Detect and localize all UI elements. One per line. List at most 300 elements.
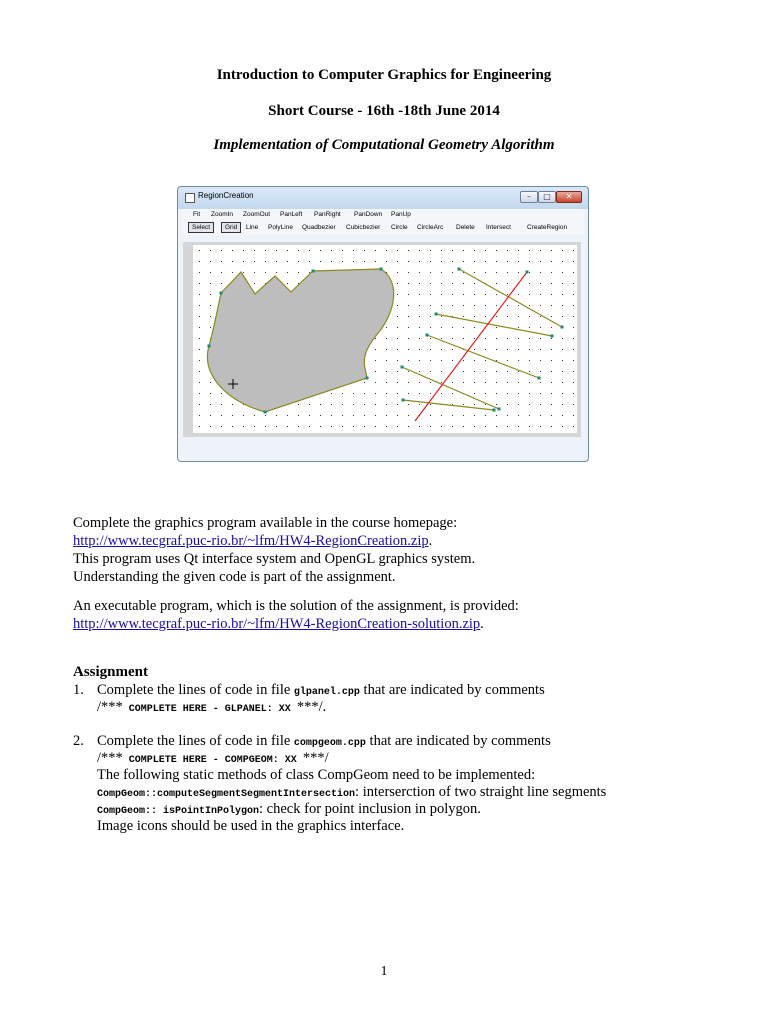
grid-dot [419,316,420,317]
grid-dot [518,272,519,273]
grid-dot [364,415,365,416]
grid-dot [507,360,508,361]
grid-dot [485,426,486,427]
grid-dot [573,294,574,295]
grid-dot [397,283,398,284]
page-number: 1 [380,964,388,979]
grid-dot [221,250,222,251]
menu-pandown[interactable]: PanDown [354,211,383,218]
close-button[interactable]: ✕ [556,191,582,203]
grid-dot [287,426,288,427]
grid-dot [375,415,376,416]
grid-dot [320,250,321,251]
tool-quadbezier[interactable]: Quadbezier [302,224,336,231]
grid-dot [529,261,530,262]
grid-dot [430,360,431,361]
vertex-marker [402,399,405,402]
grid-dot [408,404,409,405]
menu-zoomout[interactable]: ZoomOut [243,211,271,218]
grid-dot [540,415,541,416]
grid-dot [199,360,200,361]
grid-dot [540,305,541,306]
grid-dot [529,415,530,416]
grid-dot [397,415,398,416]
grid-dot [540,327,541,328]
grid-dot [254,415,255,416]
grid-dot [419,272,420,273]
tool-polyline[interactable]: PolyLine [268,224,293,231]
grid-dot [397,338,398,339]
grid-dot [562,349,563,350]
grid-dot [386,415,387,416]
menu-panup[interactable]: PanUp [391,211,411,218]
grid-dot [254,426,255,427]
grid-dot [441,283,442,284]
grid-dot [573,283,574,284]
assignment-heading: Assignment [73,664,149,680]
grid-dot [199,316,200,317]
grid-dot [199,382,200,383]
grid-dot [452,305,453,306]
grid-dot [474,316,475,317]
grid-dot [276,261,277,262]
grid-dot [496,327,497,328]
grid-dot [221,261,222,262]
grid-dot [386,371,387,372]
grid-dot [232,250,233,251]
grid-dot [386,382,387,383]
grid-dot [331,426,332,427]
grid-dot [507,338,508,339]
grid-dot [474,338,475,339]
grid-dot [430,338,431,339]
grid-dot [452,327,453,328]
grid-dot [452,250,453,251]
grid-dot [551,404,552,405]
grid-dot [408,338,409,339]
menu-panleft[interactable]: PanLeft [280,211,303,218]
menu-fit[interactable]: Fit [193,211,201,218]
grid-dot [320,261,321,262]
grid-dot [375,404,376,405]
grid-dot [474,415,475,416]
grid-dot [375,338,376,339]
grid-dot [320,404,321,405]
grid-dot [529,283,530,284]
grid-dot [496,393,497,394]
grid-dot [342,426,343,427]
intro-line-2: This program uses Qt interface system and OpenGL graphics system. [73,551,476,567]
grid-dot [375,360,376,361]
vertex-marker [561,326,564,329]
grid-dot [430,371,431,372]
grid-dot [496,360,497,361]
grid-dot [518,316,519,317]
grid-dot [298,426,299,427]
grid-dot [408,272,409,273]
vertex-marker [220,292,223,295]
grid-dot [551,360,552,361]
grid-dot [573,360,574,361]
grid-dot [397,272,398,273]
grid-dot [518,404,519,405]
vertex-marker [208,345,211,348]
grid-dot [551,305,552,306]
grid-dot [408,305,409,306]
grid-dot [507,272,508,273]
grid-dot [199,404,200,405]
maximize-button[interactable]: □ [538,191,556,203]
grid-dot [540,283,541,284]
grid-dot [551,283,552,284]
grid-dot [408,294,409,295]
grid-dot [573,404,574,405]
grid-dot [573,382,574,383]
grid-dot [452,360,453,361]
grid-dot [430,272,431,273]
grid-dot [408,415,409,416]
assignment-item-1: 1. Complete the lines of code in file glpanel.cpp that are indicated by comments /*** COMPLETE HERE - GLPANEL: XX ***/. [73,682,545,715]
grid-dot [221,415,222,416]
grid-dot [342,261,343,262]
grid-dot [573,272,574,273]
grid-dot [507,426,508,427]
grid-dot [452,415,453,416]
grid-dot [474,426,475,427]
grid-dot [529,382,530,383]
grid-dot [551,426,552,427]
grid-dot [474,371,475,372]
grid-dot [254,261,255,262]
grid-dot [551,294,552,295]
grid-dot [529,272,530,273]
grid-dot [254,283,255,284]
grid-dot [496,382,497,383]
grid-dot [485,371,486,372]
select-toggle[interactable]: Select [188,222,214,233]
grid-dot [419,283,420,284]
vertex-marker [538,377,541,380]
grid-dot [463,283,464,284]
menu-zoomin[interactable]: ZoomIn [211,211,234,218]
grid-dot [243,415,244,416]
tool-intersect[interactable]: Intersect [486,224,511,231]
grid-dot [474,261,475,262]
grid-dot [309,426,310,427]
grid-dot [210,404,211,405]
grid-dot [353,250,354,251]
grid-dot [551,338,552,339]
grid-dot [551,272,552,273]
grid-dot [210,283,211,284]
grid-dot [474,404,475,405]
grid-dot [386,261,387,262]
grid-dot [430,393,431,394]
grid-dot [419,371,420,372]
tool-delete[interactable]: Delete [456,224,475,231]
grid-dot [397,327,398,328]
grid-dot [485,393,486,394]
grid-dot [342,415,343,416]
toolbar [182,221,584,235]
grid-dot [551,327,552,328]
grid-dot [397,294,398,295]
grid-dot [408,316,409,317]
grid-dot [474,294,475,295]
grid-dot [463,404,464,405]
grid-dot [243,250,244,251]
grid-dot [375,426,376,427]
grid-dot [562,261,563,262]
grid-dot [551,250,552,251]
minimize-button[interactable]: – [520,191,538,203]
grid-dot [507,349,508,350]
grid-dot [287,272,288,273]
grid-dot [232,426,233,427]
grid-dot [375,250,376,251]
grid-dot [441,349,442,350]
grid-dot [419,404,420,405]
grid-dot [265,415,266,416]
grid-dot [309,261,310,262]
grid-dot [573,305,574,306]
grid-dot [430,250,431,251]
grid-dot [408,371,409,372]
method-2-code: CompGeom:: isPointInPolygon [97,806,260,817]
grid-dot [518,250,519,251]
solution-line: An executable program, which is the solution of the assignment, is provided: [73,598,519,614]
grid-dot [463,338,464,339]
grid-dot [298,404,299,405]
homepage-link[interactable]: http://www.tecgraf.puc-rio.br/~lfm/HW4-RegionCreation.zip [73,533,429,549]
grid-dot [309,272,310,273]
grid-dot [276,250,277,251]
grid-dot [430,426,431,427]
grid-dot [397,371,398,372]
grid-dot [540,294,541,295]
grid-dot [375,349,376,350]
grid-dot [540,338,541,339]
grid-dot [507,250,508,251]
grid-dot [419,294,420,295]
grid-dot [540,250,541,251]
grid-dot [518,305,519,306]
grid-dot [496,316,497,317]
grid-dot [551,382,552,383]
grid-dot [342,393,343,394]
grid-dot [518,382,519,383]
intro-block: Complete the graphics program available in the course homepage: http://www.tecgraf.puc-rio.br/~lfm/HW4-RegionCreation.zip. This program uses Qt interface system and OpenGL graphics system. Understanding the given code is part of the assignment. [73,515,476,585]
grid-dot [529,305,530,306]
grid-dot [496,349,497,350]
grid-dot [507,404,508,405]
grid-dot [221,404,222,405]
method-1-desc: : interserction of two straight line segments [355,784,607,800]
grid-dot [430,382,431,383]
grid-dot [199,426,200,427]
method-2-desc: : check for point inclusion in polygon. [259,801,481,817]
grid-dot [287,283,288,284]
grid-dot [474,393,475,394]
document-subtitle: Implementation of Computational Geometry Algorithm [213,137,555,153]
grid-dot [199,261,200,262]
grid-dot [430,349,431,350]
grid-dot [441,316,442,317]
grid-dot [507,294,508,295]
grid-dot [485,382,486,383]
grid-dot [419,360,420,361]
grid-dot [507,283,508,284]
tool-createregion[interactable]: CreateRegion [527,224,568,231]
grid-dot [529,349,530,350]
grid-dot [386,250,387,251]
grid-dot [441,250,442,251]
grid-dot [463,382,464,383]
grid-dot [441,415,442,416]
menu-bar [182,209,584,221]
grid-dot [243,261,244,262]
vertex-marker [498,408,501,411]
grid-dot [210,250,211,251]
grid-dot [364,382,365,383]
grid-dot [375,382,376,383]
grid-dot [331,250,332,251]
grid-dot [562,382,563,383]
grid-dot [529,360,530,361]
grid-dot [573,261,574,262]
grid-dot [562,393,563,394]
grid-dot [287,415,288,416]
tool-circle[interactable]: Circle [391,224,408,231]
grid-dot [287,261,288,262]
grid-dot [573,426,574,427]
grid-dot [298,272,299,273]
grid-dot [551,371,552,372]
solution-link[interactable]: http://www.tecgraf.puc-rio.br/~lfm/HW4-RegionCreation-solution.zip [73,616,481,632]
grid-dot [562,415,563,416]
grid-dot [551,349,552,350]
grid-dot [518,294,519,295]
grid-dot [474,250,475,251]
grid-dot [430,327,431,328]
grid-dot [507,371,508,372]
tool-circlearc[interactable]: CircleArc [417,224,444,231]
grid-dot [265,250,266,251]
grid-dot [386,349,387,350]
grid-dot [474,349,475,350]
grid-dot [496,305,497,306]
grid-dot [518,338,519,339]
grid-dot [430,404,431,405]
grid-dot [397,426,398,427]
grid-dot [441,305,442,306]
item-number: 2. [73,733,84,749]
grid-dot [265,261,266,262]
icons-note: Image icons should be used in the graphics interface. [97,818,405,834]
grid-dot [199,393,200,394]
grid-dot [353,404,354,405]
grid-dot [243,272,244,273]
grid-dot [331,393,332,394]
grid-dot [562,426,563,427]
grid-dot [309,250,310,251]
grid-dot [540,426,541,427]
grid-dot [386,360,387,361]
grid-dot [518,371,519,372]
grid-dot [375,393,376,394]
grid-dot [232,415,233,416]
grid-dot [474,272,475,273]
grid-dot [298,261,299,262]
grid-dot [463,250,464,251]
grid-dot [430,283,431,284]
grid-dot [199,283,200,284]
grid-dot [485,360,486,361]
intro-line-1: Complete the graphics program available in the course homepage: [73,515,458,531]
grid-dot [562,371,563,372]
grid-toggle[interactable]: Grid [221,222,241,233]
grid-dot [463,327,464,328]
grid-dot [529,371,530,372]
grid-dot [518,261,519,262]
grid-dot [441,371,442,372]
window-title: RegionCreation [198,191,254,200]
grid-dot [496,294,497,295]
comment-code: COMPLETE HERE - GLPANEL: XX [122,704,297,715]
grid-dot [507,305,508,306]
grid-dot [518,349,519,350]
grid-dot [430,294,431,295]
grid-dot [518,426,519,427]
grid-dot [276,426,277,427]
grid-dot [441,426,442,427]
grid-dot [463,360,464,361]
drawing-canvas[interactable] [183,242,581,437]
grid-dot [419,349,420,350]
grid-dot [507,382,508,383]
grid-dot [540,393,541,394]
grid-dot [441,327,442,328]
grid-dot [573,393,574,394]
grid-dot [562,305,563,306]
menu-panright[interactable]: PanRight [314,211,341,218]
grid-dot [276,272,277,273]
grid-dot [397,349,398,350]
grid-dot [562,316,563,317]
grid-dot [485,261,486,262]
grid-dot [452,283,453,284]
grid-dot [364,261,365,262]
tool-line[interactable]: Line [246,224,259,231]
intro-line-3: Understanding the given code is part of the assignment. [73,569,396,585]
app-icon [185,193,195,203]
grid-dot [463,371,464,372]
grid-dot [562,250,563,251]
grid-dot [331,261,332,262]
grid-dot [210,316,211,317]
grid-dot [397,360,398,361]
grid-dot [540,360,541,361]
grid-dot [562,272,563,273]
grid-dot [474,327,475,328]
grid-dot [309,415,310,416]
grid-dot [507,393,508,394]
window-titlebar [178,187,588,209]
tool-cubicbezier[interactable]: Cubicbezier [346,224,381,231]
grid-dot [419,250,420,251]
grid-dot [452,272,453,273]
grid-dot [199,338,200,339]
